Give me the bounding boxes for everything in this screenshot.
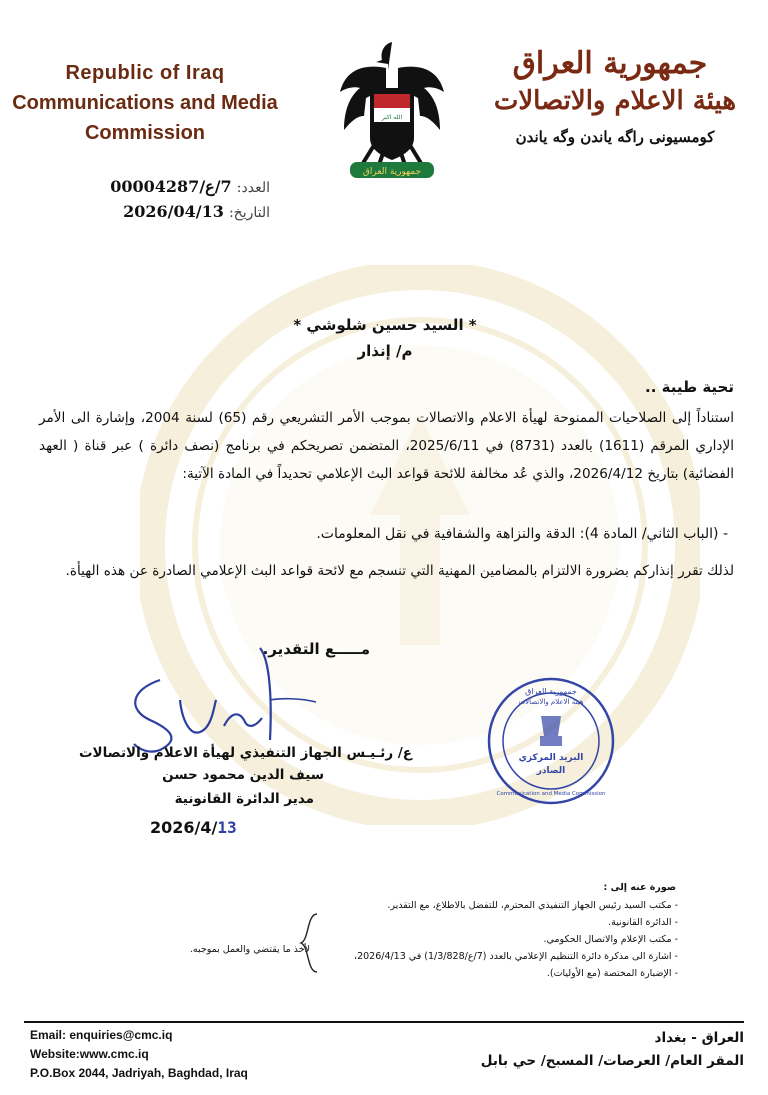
- stamp-top-text: جمهورية العراق: [525, 687, 577, 696]
- reference-date-value: 2026/04/13: [123, 202, 224, 221]
- article-reference: - (الباب الثاني/ المادة 4): الدقة والنزاهة والشفافية في نقل المعلومات.: [316, 526, 728, 542]
- official-stamp: [486, 676, 616, 806]
- signature-date-prefix: 2026/4/: [150, 818, 218, 837]
- signatory-title: ع/ رئـيـس الجهاز التنفيذي لهيأة الاعلام والاتصالات: [78, 745, 412, 761]
- subject-line: م/ إنذار: [357, 342, 413, 360]
- flag-text: الله اكبر: [381, 114, 403, 121]
- stamp-line-2: الصادر: [536, 766, 566, 776]
- footer-address: المقر العام/ العرصات/ المسبح/ حي بابل: [480, 1053, 744, 1069]
- reference-number-value: 7/ع/00004287: [110, 177, 232, 196]
- signature-date: [150, 818, 296, 837]
- copy-recipient-2: - الدائرة القانونية.: [608, 917, 678, 928]
- closing-regards: مـــــع التقدير.: [262, 640, 370, 658]
- brace-icon: [297, 912, 321, 974]
- signature-date-day: 13: [217, 818, 237, 837]
- footer-city: العراق - بغداد: [654, 1030, 744, 1046]
- signatory-role: مدير الدائرة القانونية: [174, 791, 314, 807]
- footer-email: Email: enquiries@cmc.iq: [30, 1028, 173, 1042]
- copy-recipient-4: - اشارة الى مذكرة دائرة التنظيم الإعلامي بالعدد (7/ع/1/3/828) في 2026/4/13،: [353, 951, 678, 962]
- copy-recipient-3: - مكتب الإعلام والاتصال الحكومي.: [543, 934, 678, 945]
- org-name-en-line2: Communications and Media: [12, 92, 278, 114]
- stamp-sub-text: هيئة الاعلام والاتصالات: [518, 698, 584, 706]
- org-name-en-line1: Republic of Iraq: [65, 62, 225, 84]
- footer-website: Website:www.cmc.iq: [30, 1047, 149, 1061]
- org-name-ar-line1: جمهورية العراق: [512, 46, 708, 81]
- reference-date: [100, 202, 270, 221]
- reference-number: [100, 177, 270, 196]
- body-paragraph-1: استناداً إلى الصلاحيات الممنوحة لهيأة الاعلام والاتصالات بموجب الأمر التشريعي رقم (65) لسنة 2004، وإشارة الى الأمر الإداري المرقم (1611) بالعدد (8731) في 2025/6/11، المتضمن تصريحكم في برنامج (نصف دائرة ) عبر قناة ( العهد الفضائية) بتاريخ 2026/4/12، والذي عُد مخالفة للائحة قواعد البث الإعلامي تحديداً في المادة الآتية:: [39, 410, 734, 482]
- copies-title: صورة عنه إلى :: [603, 882, 676, 893]
- addressee: * السيد حسين شلوشي *: [293, 316, 477, 334]
- reference-date-label: التاريخ:: [228, 205, 270, 221]
- copy-recipient-5: - الإضبارة المختصة (مع الأوليات).: [546, 968, 678, 979]
- footer-pobox: P.O.Box 2044, Jadriyah, Baghdad, Iraq: [30, 1066, 248, 1080]
- stamp-ring-en: Communication and Media Commission: [496, 791, 606, 797]
- handwritten-signature: [120, 640, 350, 760]
- signatory-name: سيف الدين محمود حسن: [162, 767, 324, 783]
- body-paragraph-2: لذلك تقرر إنذاركم بضرورة الالتزام بالمضامين المهنية التي تنسجم مع لائحة قواعد البث الإعلامي الصادرة عن هذه الهيأة.: [65, 563, 734, 579]
- org-name-en-line3: Commission: [84, 122, 206, 144]
- emblem-ribbon-text: جمهورية العراق: [362, 167, 422, 177]
- footer-divider: [24, 1021, 744, 1023]
- iraq-eagle-emblem: [336, 38, 448, 188]
- reference-number-label: العدد:: [236, 180, 270, 196]
- greeting: تحية طيبة ..: [645, 378, 734, 396]
- stamp-line-1: البريد المركزي: [518, 753, 584, 763]
- org-name-ar-line2: هيئة الاعلام والاتصالات: [493, 86, 737, 116]
- copy-recipient-1: - مكتب السيد رئيس الجهاز التنفيذي المحترم، للتفضل بالاطلاع، مع التقدير.: [387, 900, 678, 911]
- copies-action-note: لأخذ ما يقتضي والعمل بموجبه.: [189, 944, 310, 955]
- org-name-kurdish: كومسيونى راگه ياندن وگه ياندن: [515, 128, 715, 146]
